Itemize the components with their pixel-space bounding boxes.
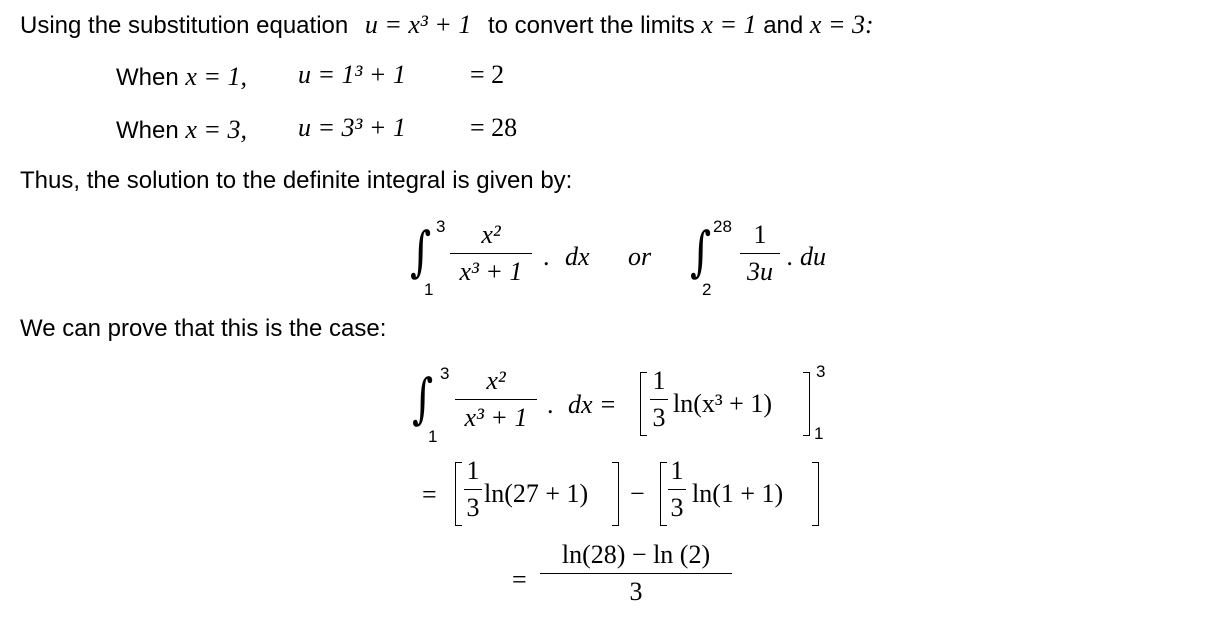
case1-line [116,62,247,92]
integrand-numerator: x² [481,220,501,249]
dx: dx [565,242,590,271]
fraction-bar [455,399,537,400]
case2-u: u = 3³ + 1 [298,113,406,142]
ln-27-expression: ln(27 + 1) [484,479,589,508]
line2-equals: = [422,480,437,509]
integrand-fraction [450,220,532,287]
one-third-fraction [464,456,482,523]
intro-prefix: Using the substitution equation [20,12,349,39]
line3-equals: = [512,565,527,594]
one-third-denominator: 3 [652,403,666,432]
intro-line [20,10,874,40]
case1-x: x = 1, [185,62,247,91]
case1-when: When [116,64,179,91]
fraction-bar [540,573,732,574]
fraction-bar [668,489,686,490]
ln-1-expression: ln(1 + 1) [692,479,784,508]
one-third-denominator: 3 [466,493,480,522]
minus-sign: − [630,479,645,508]
thus-text: Thus, the solution to the definite integral is given by: [20,167,573,194]
left-bracket [640,372,647,436]
dot: . [543,242,550,271]
integrand2-numerator: 1 [753,220,767,249]
right-bracket [812,462,819,526]
left-bracket [455,462,462,526]
or-word: or [628,242,652,271]
intro-and: and [763,12,804,39]
fraction-bar [450,253,532,254]
proof-dot: . [547,390,554,419]
one-third-numerator: 1 [652,366,666,395]
one-third-denominator: 3 [670,493,684,522]
case2-line [116,115,247,145]
integral-lower: 1 [424,280,434,299]
one-third-numerator: 1 [670,456,684,485]
one-third-fraction [650,366,668,433]
integral-sign: ∫ [410,220,432,283]
case2-when: When [116,117,179,144]
one-third-fraction [668,456,686,523]
intro-middle: to convert the limits [488,12,695,39]
intro-limit2: x = 3: [809,10,874,39]
final-denominator: 3 [629,577,643,606]
du: . du [787,242,826,271]
case1-result: = 2 [470,60,505,89]
integrand2-denominator: 3u [747,257,773,286]
proof-integrand-fraction [455,366,537,433]
fraction-bar [740,253,780,254]
ln-expression: ln(x³ + 1) [673,389,772,418]
prove-text: We can prove that this is the case: [20,315,387,342]
proof-numerator: x² [486,366,506,395]
fraction-bar [464,489,482,490]
proof-integral-lower: 1 [428,427,438,446]
intro-limit1: x = 1 [701,10,757,39]
fraction-bar [650,399,668,400]
proof-dx-eq: dx = [568,390,617,419]
integral-sign-2: ∫ [690,220,712,283]
right-bracket [803,372,810,436]
one-third-numerator: 1 [466,456,480,485]
final-numerator: ln(28) − ln (2) [561,540,711,569]
final-fraction [540,540,732,607]
intro-equation: u = x³ + 1 [364,10,472,39]
integrand2-fraction [740,220,780,287]
case1-u: u = 1³ + 1 [298,60,406,89]
proof-denominator: x³ + 1 [464,403,528,432]
integral2-lower: 2 [702,280,712,299]
right-bracket [612,462,619,526]
integral-sign-3: ∫ [412,367,434,430]
left-bracket [660,462,667,526]
integrand-denominator: x³ + 1 [459,257,523,286]
eval-lower: 1 [814,424,824,443]
case2-x: x = 3, [185,115,247,144]
eval-upper: 3 [816,362,826,381]
integral-upper: 3 [436,217,446,236]
proof-integral-upper: 3 [440,364,450,383]
integral2-upper: 28 [713,217,732,236]
case2-result: = 28 [470,113,518,142]
